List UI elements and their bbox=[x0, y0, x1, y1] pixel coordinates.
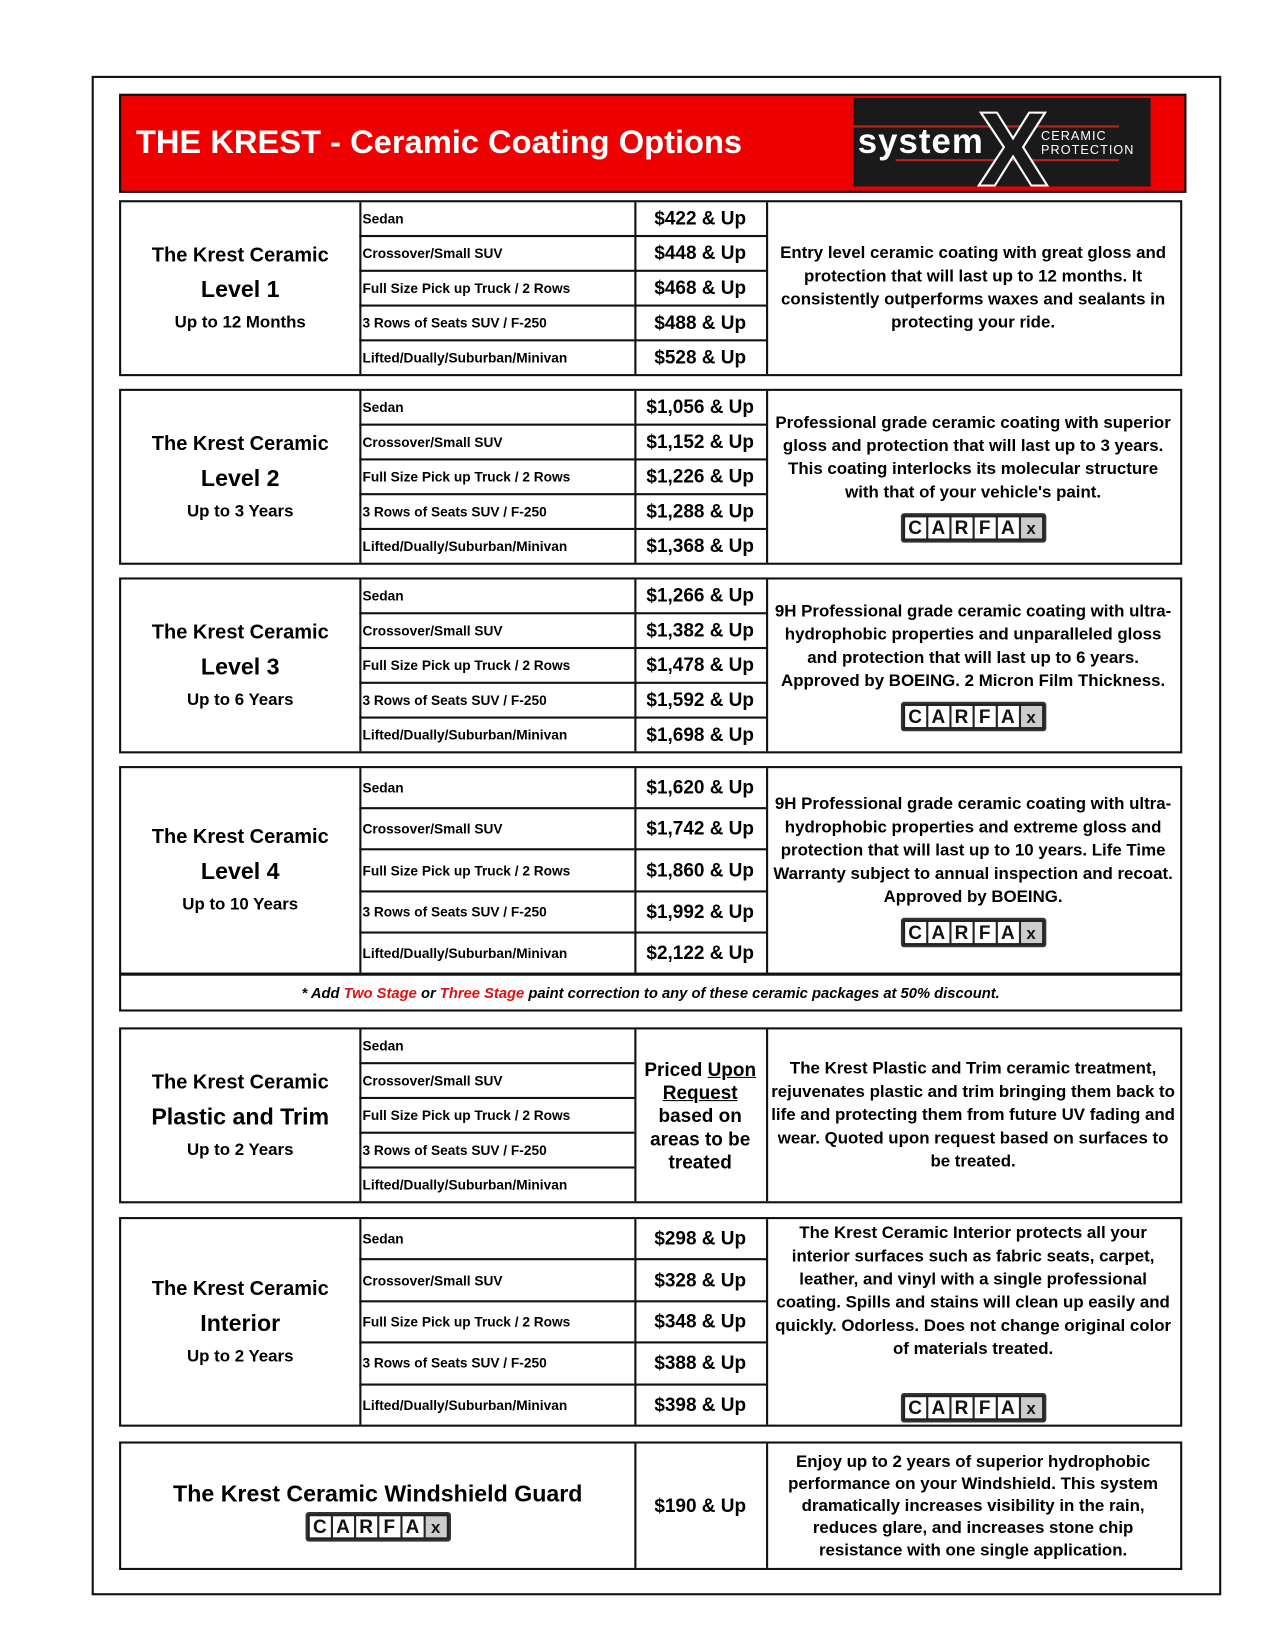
price-column bbox=[634, 1219, 768, 1424]
package-title-cell bbox=[121, 391, 361, 563]
price: $1,152 & Up bbox=[634, 426, 766, 461]
package-name: The Krest Ceramic bbox=[151, 621, 329, 644]
package-duration: Up to 2 Years bbox=[186, 1347, 294, 1366]
vehicle-type: Sedan bbox=[359, 1029, 634, 1064]
note-three-stage: Three Stage bbox=[439, 984, 525, 1002]
vehicle-type: Crossover/Small SUV bbox=[359, 809, 634, 850]
package-duration: Up to 10 Years bbox=[182, 895, 299, 914]
note-two-stage: Two Stage bbox=[343, 984, 417, 1002]
price: $448 & Up bbox=[634, 237, 766, 272]
vehicle-type: Crossover/Small SUV bbox=[359, 237, 634, 272]
section-level-2 bbox=[119, 389, 1182, 565]
description-text: The Krest Plastic and Trim ceramic treatment, rejuvenates plastic and trim bringing them back to life and protecting them from future UV fading and wear. Quoted upon request based on surfaces to be treated. bbox=[771, 1059, 1175, 1171]
price: $1,226 & Up bbox=[634, 460, 766, 495]
vehicle-type: Full Size Pick up Truck / 2 Rows bbox=[359, 272, 634, 307]
carfax-logo: C A R F A x bbox=[305, 1512, 450, 1542]
vehicle-type: Crossover/Small SUV bbox=[359, 426, 634, 461]
package-description bbox=[766, 1219, 1180, 1424]
price: $348 & Up bbox=[634, 1302, 766, 1344]
price: $1,056 & Up bbox=[634, 391, 766, 426]
systemx-logo: system X CERAMIC PROTECTION bbox=[853, 98, 1150, 187]
vehicle-type: Lifted/Dually/Suburban/Minivan bbox=[362, 945, 568, 961]
package-name: The Krest Ceramic bbox=[151, 1277, 329, 1300]
package-level: Plastic and Trim bbox=[151, 1102, 330, 1130]
windshield-title-cell bbox=[121, 1444, 636, 1568]
vehicle-types bbox=[359, 391, 636, 563]
section-level-1 bbox=[119, 200, 1182, 376]
vehicle-type: Sedan bbox=[359, 580, 634, 615]
vehicle-types bbox=[359, 1029, 636, 1201]
price: $1,860 & Up bbox=[634, 851, 766, 892]
vehicle-type: Crossover/Small SUV bbox=[359, 1261, 634, 1303]
vehicle-types bbox=[359, 1219, 636, 1424]
package-name: The Krest Ceramic bbox=[151, 826, 329, 849]
price: $422 & Up bbox=[634, 202, 766, 237]
package-title-cell bbox=[121, 580, 361, 752]
price: $1,266 & Up bbox=[634, 580, 766, 615]
price: $298 & Up bbox=[634, 1219, 766, 1261]
description-text: 9H Professional grade ceramic coating with ultra-hydrophobic properties and extreme gloss and protection that will last up to 10 years. Life Time Warranty subject to annual inspection and recoat. Approved by BOEING. bbox=[773, 795, 1173, 907]
vehicle-types bbox=[359, 768, 636, 972]
price: $1,698 & Up bbox=[646, 723, 754, 745]
price-column bbox=[634, 202, 768, 374]
price: $1,368 & Up bbox=[646, 535, 754, 557]
package-description bbox=[766, 391, 1180, 563]
price-column bbox=[634, 1029, 768, 1201]
vehicle-type: Full Size Pick up Truck / 2 Rows bbox=[359, 1099, 634, 1134]
note-text: paint correction to any of these ceramic packages at 50% discount. bbox=[524, 984, 1000, 1002]
package-description bbox=[766, 580, 1180, 752]
windshield-price: $190 & Up bbox=[634, 1444, 768, 1568]
price-note-text: based on areas to be treated bbox=[650, 1104, 751, 1173]
package-level: Level 4 bbox=[200, 857, 280, 885]
vehicle-type: 3 Rows of Seats SUV / F-250 bbox=[359, 1134, 634, 1169]
price-note-text: Priced bbox=[644, 1058, 708, 1080]
description-text: Professional grade ceramic coating with superior gloss and protection that will last up to 3 years. This coating interlocks its molecular structure with that of your vehicle's paint. bbox=[775, 413, 1171, 502]
vehicle-type: 3 Rows of Seats SUV / F-250 bbox=[359, 495, 634, 530]
vehicle-type: 3 Rows of Seats SUV / F-250 bbox=[359, 892, 634, 933]
package-duration: Up to 3 Years bbox=[186, 502, 294, 521]
vehicle-types bbox=[359, 580, 636, 752]
carfax-logo: C A R F A x bbox=[900, 513, 1045, 543]
windshield-description: Enjoy up to 2 years of superior hydrophobic performance on your Windshield. This system dramatically increases visibility in the rain, reduces glare, and increases stone chip resistance with one single application. bbox=[788, 1452, 1159, 1559]
price-column bbox=[634, 580, 768, 752]
package-description bbox=[766, 1029, 1180, 1201]
vehicle-type: Lifted/Dually/Suburban/Minivan bbox=[362, 1397, 568, 1413]
price: $1,478 & Up bbox=[634, 649, 766, 684]
vehicle-type: Lifted/Dually/Suburban/Minivan bbox=[362, 349, 568, 366]
price: $388 & Up bbox=[634, 1344, 766, 1386]
vehicle-type: Sedan bbox=[359, 391, 634, 426]
description-text: Entry level ceramic coating with great gloss and protection that will last up to 12 months. It consistently outperforms waxes and sealants in protecting your ride. bbox=[780, 243, 1167, 332]
vehicle-type: Lifted/Dually/Suburban/Minivan bbox=[362, 538, 568, 555]
price-upon-request bbox=[634, 1029, 766, 1201]
vehicle-type: Sedan bbox=[359, 1219, 634, 1261]
section-windshield bbox=[119, 1441, 1182, 1570]
package-title-cell bbox=[121, 1219, 361, 1424]
package-name: The Krest Ceramic bbox=[151, 1071, 329, 1094]
section-plastic-and-trim bbox=[119, 1027, 1182, 1203]
package-title-cell bbox=[121, 768, 361, 972]
package-level: Interior bbox=[200, 1309, 281, 1336]
package-duration: Up to 2 Years bbox=[186, 1140, 294, 1159]
price: $488 & Up bbox=[634, 307, 766, 342]
header-banner bbox=[119, 94, 1186, 193]
carfax-logo: C A R F A x bbox=[900, 701, 1045, 731]
note-text: * Add bbox=[301, 984, 344, 1002]
vehicle-type: Full Size Pick up Truck / 2 Rows bbox=[359, 851, 634, 892]
note-text: or bbox=[416, 984, 440, 1002]
package-description bbox=[766, 202, 1180, 374]
price-column bbox=[634, 768, 768, 972]
price: $1,592 & Up bbox=[634, 684, 766, 719]
vehicle-type: Lifted/Dually/Suburban/Minivan bbox=[362, 727, 568, 743]
price: $1,620 & Up bbox=[634, 768, 766, 809]
package-name: The Krest Ceramic bbox=[151, 243, 329, 267]
vehicle-type: 3 Rows of Seats SUV / F-250 bbox=[359, 307, 634, 342]
price: $1,992 & Up bbox=[634, 892, 766, 933]
vehicle-type: Full Size Pick up Truck / 2 Rows bbox=[359, 460, 634, 495]
package-duration: Up to 12 Months bbox=[174, 313, 306, 332]
description-text: 9H Professional grade ceramic coating with ultra-hydrophobic properties and unparalleled gloss and protection that will last up to 6 years. Approved by BOEING. 2 Micron Film Thickness. bbox=[774, 602, 1172, 690]
package-duration: Up to 6 Years bbox=[186, 690, 294, 709]
price-note-underlined: Upon Request bbox=[662, 1058, 757, 1103]
windshield-title: The Krest Ceramic Windshield Guard bbox=[173, 1480, 583, 1507]
vehicle-type: Sedan bbox=[359, 202, 634, 237]
package-level: Level 3 bbox=[200, 652, 280, 680]
package-title-cell bbox=[121, 1029, 361, 1201]
package-level: Level 1 bbox=[200, 275, 280, 302]
package-description bbox=[766, 768, 1180, 972]
package-name: The Krest Ceramic bbox=[151, 432, 329, 455]
page-title: THE KREST - Ceramic Coating Options bbox=[135, 123, 743, 161]
section-level-3 bbox=[119, 577, 1182, 753]
package-title-cell bbox=[121, 202, 361, 374]
vehicle-types bbox=[359, 202, 636, 374]
price: $328 & Up bbox=[634, 1261, 766, 1303]
price: $398 & Up bbox=[654, 1393, 747, 1415]
vehicle-type: Full Size Pick up Truck / 2 Rows bbox=[359, 1302, 634, 1344]
carfax-logo: C A R F A x bbox=[900, 1392, 1045, 1422]
vehicle-type: Crossover/Small SUV bbox=[359, 614, 634, 649]
price-note bbox=[634, 1057, 766, 1173]
price: $1,288 & Up bbox=[634, 495, 766, 530]
package-level: Level 2 bbox=[200, 464, 280, 491]
price: $1,382 & Up bbox=[634, 614, 766, 649]
vehicle-type: Full Size Pick up Truck / 2 Rows bbox=[359, 649, 634, 684]
section-interior bbox=[119, 1217, 1182, 1427]
carfax-logo: C A R F A x bbox=[900, 918, 1045, 948]
vehicle-type: 3 Rows of Seats SUV / F-250 bbox=[359, 1344, 634, 1386]
price: $2,122 & Up bbox=[646, 941, 754, 963]
price: $468 & Up bbox=[634, 272, 766, 307]
price: $1,742 & Up bbox=[634, 809, 766, 850]
vehicle-type: Sedan bbox=[359, 768, 634, 809]
description-text: The Krest Ceramic Interior protects all your interior surfaces such as fabric seats, carpet, leather, and vinyl with a single professional coating. Spills and stains will clean up easily and quickly. Odorless. Does not change original color of materials treated. bbox=[775, 1223, 1172, 1358]
vehicle-type: Lifted/Dually/Suburban/Minivan bbox=[362, 1176, 568, 1193]
vehicle-type: 3 Rows of Seats SUV / F-250 bbox=[359, 684, 634, 719]
price-column bbox=[634, 391, 768, 563]
vehicle-type: Crossover/Small SUV bbox=[359, 1064, 634, 1099]
section-level-4 bbox=[119, 766, 1182, 975]
paint-correction-note bbox=[119, 974, 1182, 1012]
price: $528 & Up bbox=[654, 346, 747, 368]
